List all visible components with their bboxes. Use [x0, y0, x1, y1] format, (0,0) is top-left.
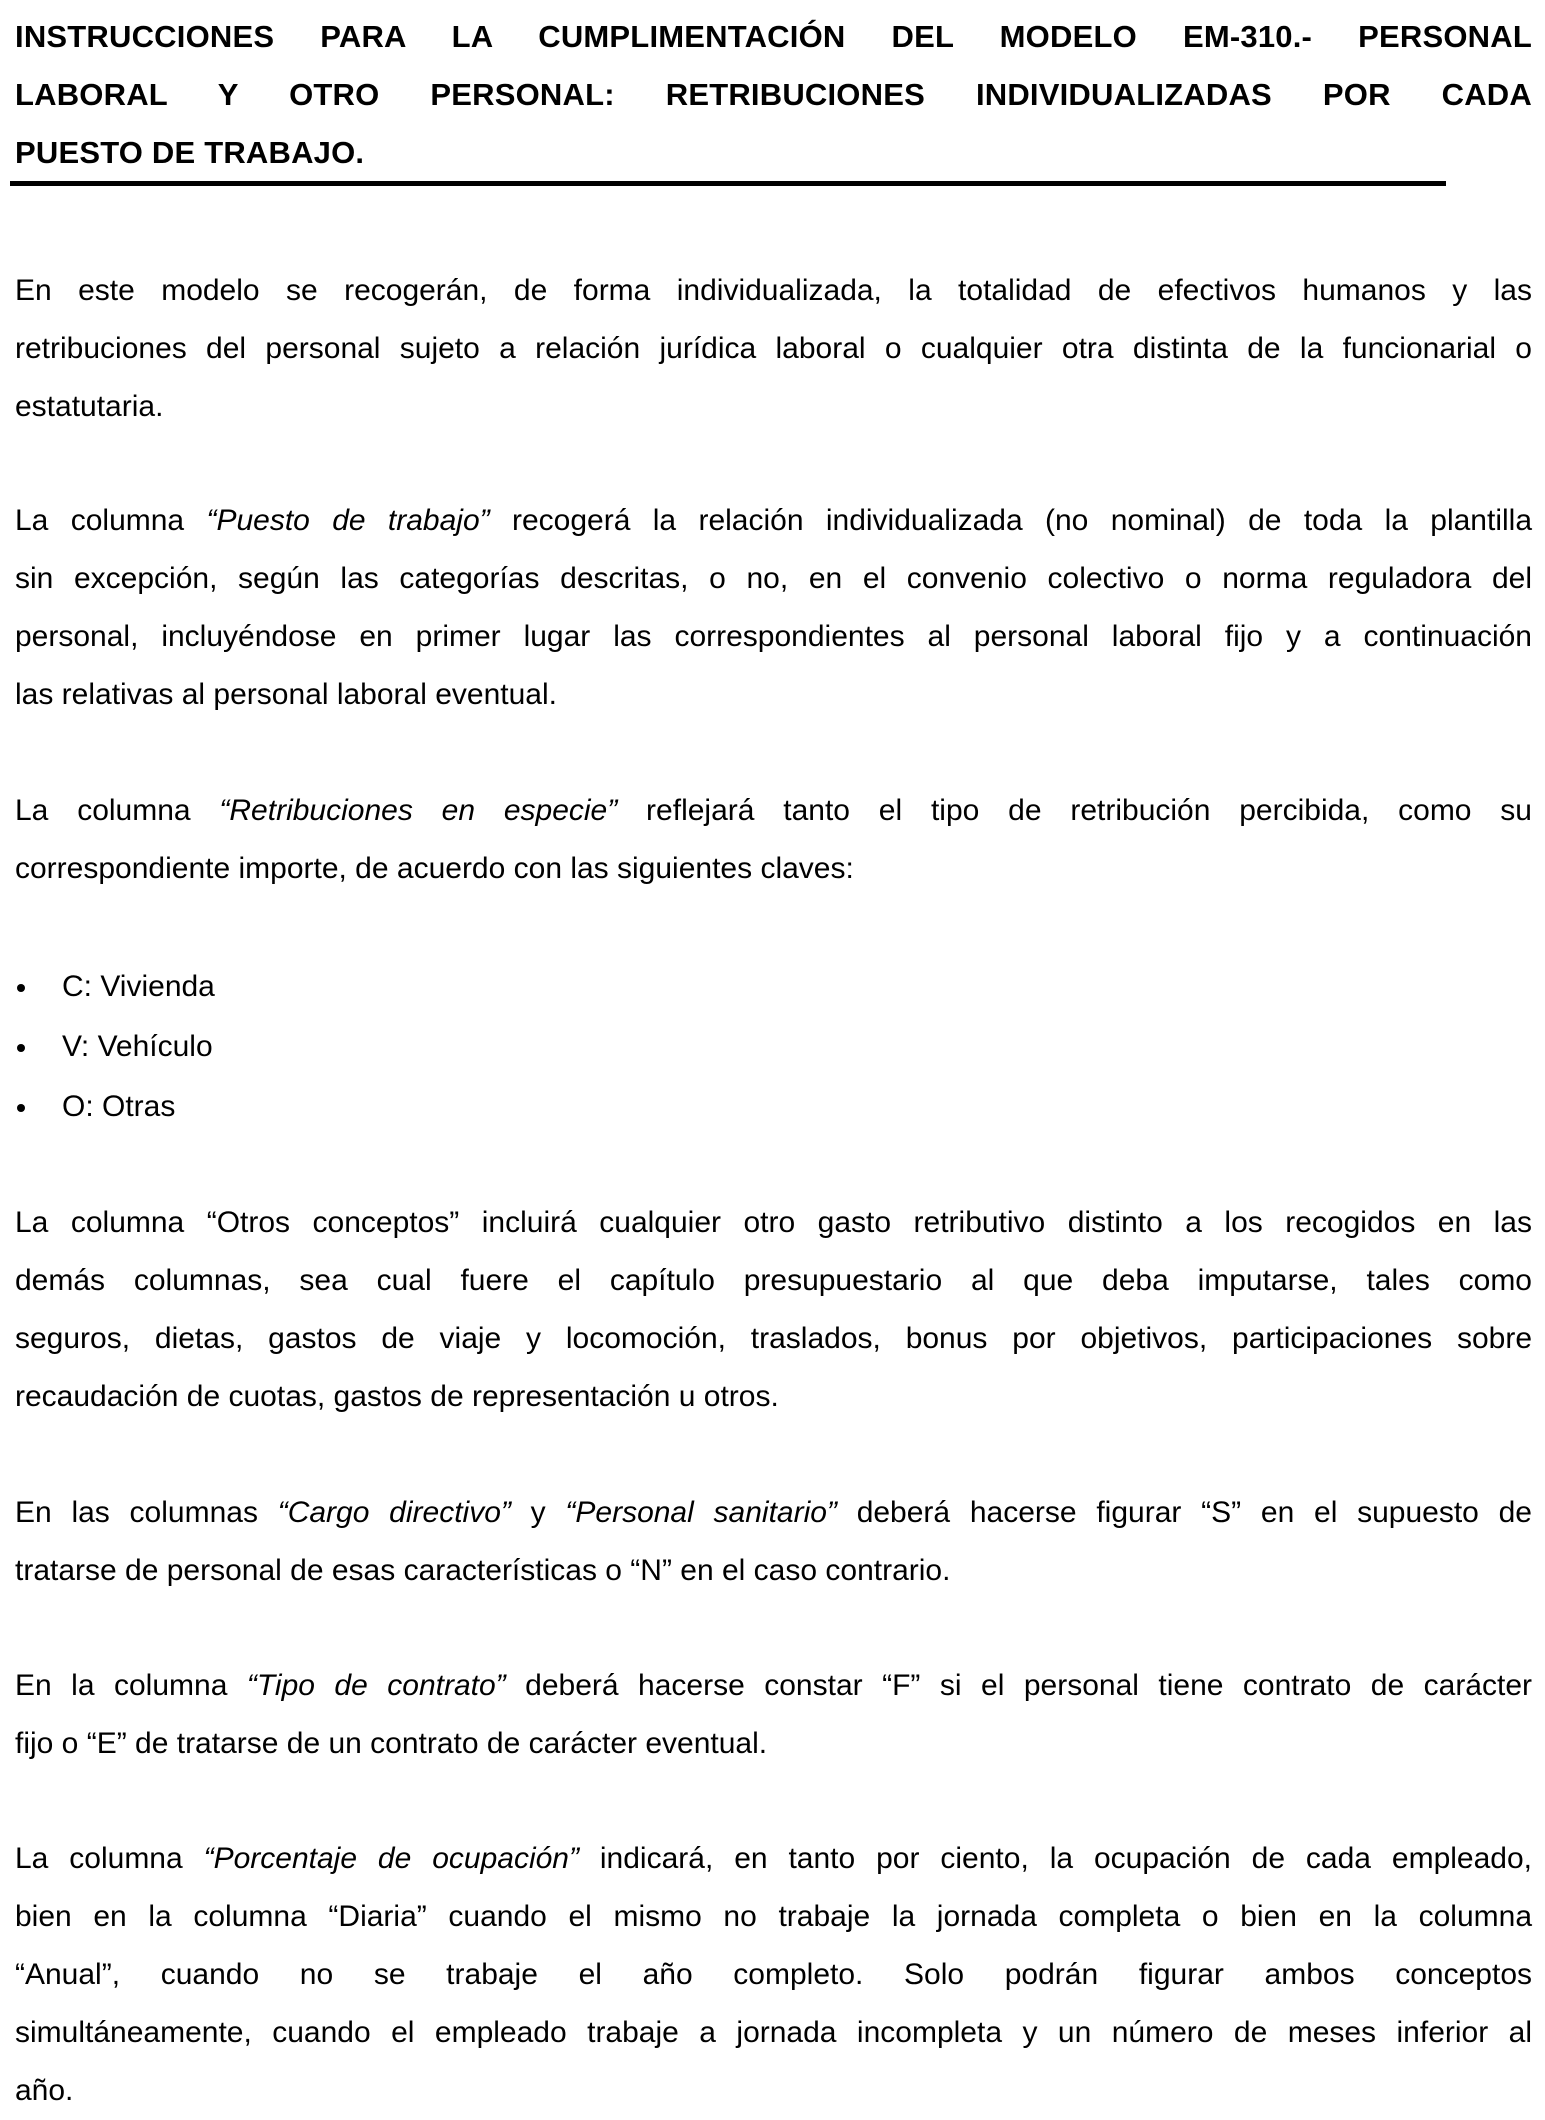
paragraph-retribuciones-en-especie	[15, 782, 1532, 898]
text-run: deberá hacerse figurar “S” en el supuesto de	[836, 1496, 1532, 1529]
paragraph-line: año.	[15, 2074, 74, 2107]
paragraph-porcentaje-de-ocupacion	[15, 1830, 1532, 2120]
column-name-emphasis: “Puesto de trabajo”	[206, 504, 490, 537]
list-item-text: O: Otras	[62, 1090, 176, 1123]
document-page	[15, 8, 1533, 2107]
paragraph-line: demás columnas, sea cual fuere el capítulo presupuestario al que deba imputarse, tales como	[15, 1264, 1532, 1297]
paragraph-line: simultáneamente, cuando el empleado trabaje a jornada incompleta y un número de meses inferior al	[15, 2016, 1532, 2049]
text-run: La columna	[15, 1842, 204, 1875]
text-run: En las columnas	[15, 1496, 278, 1529]
list-item	[15, 957, 215, 1017]
paragraph-line	[15, 782, 1532, 840]
paragraph-puesto-de-trabajo	[15, 492, 1532, 724]
paragraph-line: recaudación de cuotas, gastos de representación u otros.	[15, 1380, 779, 1413]
paragraph-line: las relativas al personal laboral eventual.	[15, 678, 557, 711]
paragraph-line: fijo o “E” de tratarse de un contrato de carácter eventual.	[15, 1727, 768, 1760]
column-name-emphasis: “Porcentaje de ocupación”	[203, 1842, 579, 1875]
paragraph-line: tratarse de personal de esas características o “N” en el caso contrario.	[15, 1554, 951, 1587]
paragraph-intro	[15, 262, 1532, 436]
paragraph-line: “Anual”, cuando no se trabaje el año completo. Solo podrán figurar ambos conceptos	[15, 1958, 1532, 1991]
text-run: reflejará tanto el tipo de retribución percibida, como su	[617, 794, 1532, 827]
claves-list	[15, 957, 215, 1137]
title-divider	[10, 181, 1446, 186]
text-run: En la columna	[15, 1669, 247, 1702]
paragraph-line: estatutaria.	[15, 390, 164, 423]
paragraph-line: bien en la columna “Diaria” cuando el mismo no trabaje la jornada completa o bien en la columna	[15, 1900, 1532, 1933]
paragraph-cargo-directivo	[15, 1484, 1532, 1600]
text-run: La columna	[15, 504, 207, 537]
text-run: y	[510, 1496, 566, 1529]
paragraph-line: En este modelo se recogerán, de forma individualizada, la totalidad de efectivos humanos y las	[15, 274, 1532, 307]
bullet-icon	[17, 1104, 25, 1112]
list-item-text: V: Vehículo	[62, 1030, 213, 1063]
text-run: indicará, en tanto por ciento, la ocupación de cada empleado,	[578, 1842, 1532, 1875]
title-line-1: INSTRUCCIONES PARA LA CUMPLIMENTACIÓN DEL MODELO EM-310.- PERSONAL	[15, 19, 1532, 54]
paragraph-line	[15, 1484, 1532, 1542]
title-line-2: LABORAL Y OTRO PERSONAL: RETRIBUCIONES INDIVIDUALIZADAS POR CADA	[15, 77, 1532, 112]
paragraph-line: seguros, dietas, gastos de viaje y locomoción, traslados, bonus por objetivos, participaciones sobre	[15, 1322, 1532, 1355]
bullet-icon	[17, 984, 25, 992]
paragraph-line	[15, 492, 1532, 550]
column-name-emphasis: “Tipo de contrato”	[246, 1669, 506, 1702]
paragraph-line: retribuciones del personal sujeto a relación jurídica laboral o cualquier otra distinta de la funcionarial o	[15, 332, 1532, 365]
paragraph-tipo-de-contrato	[15, 1657, 1532, 1773]
paragraph-line	[15, 1657, 1532, 1715]
paragraph-line: correspondiente importe, de acuerdo con las siguientes claves:	[15, 852, 854, 885]
paragraph-otros-conceptos	[15, 1194, 1532, 1426]
column-name-emphasis: “Retribuciones en especie”	[219, 794, 618, 827]
bullet-icon	[17, 1044, 25, 1052]
title-line-3: PUESTO DE TRABAJO.	[15, 135, 365, 170]
list-item	[15, 1017, 215, 1077]
paragraph-line: sin excepción, según las categorías descritas, o no, en el convenio colectivo o norma reguladora del	[15, 562, 1532, 595]
list-item-text: C: Vivienda	[62, 970, 215, 1003]
list-item	[15, 1077, 215, 1137]
paragraph-line: personal, incluyéndose en primer lugar las correspondientes al personal laboral fijo y a continuación	[15, 620, 1532, 653]
column-name-emphasis: “Cargo directivo”	[277, 1496, 511, 1529]
document-title	[15, 8, 1532, 182]
paragraph-line	[15, 1830, 1532, 1888]
column-name-emphasis: “Personal sanitario”	[565, 1496, 837, 1529]
text-run: recogerá la relación individualizada (no nominal) de toda la plantilla	[489, 504, 1533, 537]
paragraph-line: La columna “Otros conceptos” incluirá cualquier otro gasto retributivo distinto a los recogidos en las	[15, 1206, 1532, 1239]
text-run: deberá hacerse constar “F” si el personal tiene contrato de carácter	[505, 1669, 1533, 1702]
text-run: La columna	[15, 794, 220, 827]
